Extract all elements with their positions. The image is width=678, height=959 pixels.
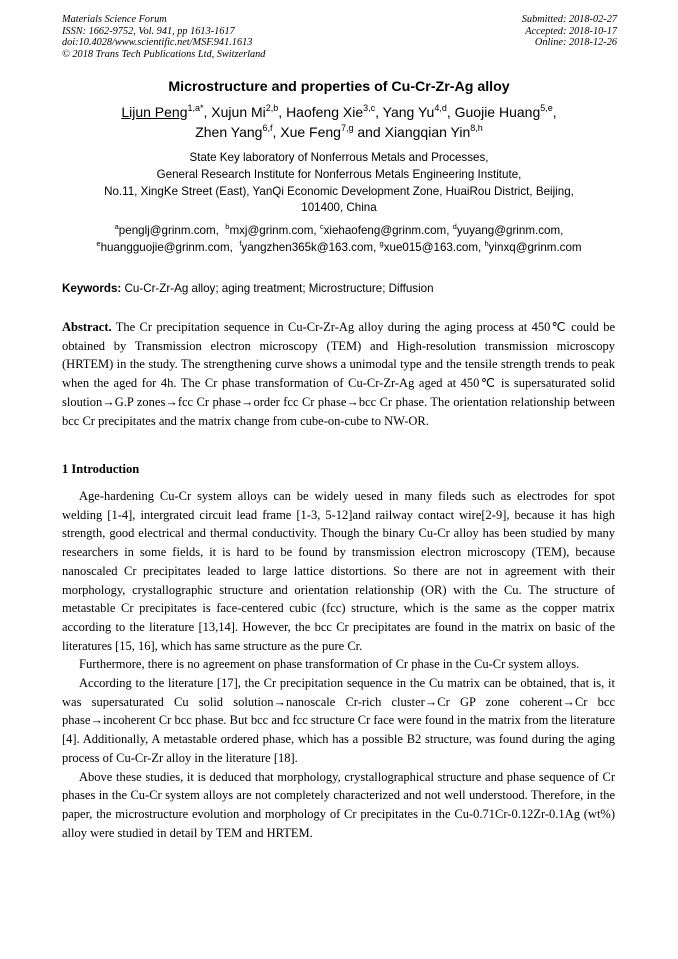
author-sup: 5,e [540,103,553,113]
author-name: Xue Feng [280,124,341,140]
keywords [62,282,617,295]
paper-title: Microstructure and properties of Cu-Cr-Zr-Ag alloy [168,79,510,95]
author-sup: 6,f [262,123,273,133]
journal-issn: ISSN: 1662-9752, Vol. 941, pp 1613-1617 [62,25,235,37]
keywords-text: Cu-Cr-Zr-Ag alloy; aging treatment; Microstructure; Diffusion [124,282,434,295]
author-name: Guojie Huang [454,104,541,120]
submitted-date: Submitted: 2018-02-27 [521,14,617,25]
journal-name: Materials Science Forum [62,14,167,25]
author-sup: 1,a* [187,103,204,113]
author-sup: 4,d [434,103,447,113]
email-link[interactable]: huangguojie@grinm.com [100,241,230,254]
author-name: Lijun Peng [121,104,188,120]
abstract [62,318,615,430]
email-line-1: $^a$penglj@grinm.com, $^b$mxj@grinm.com, $^c$xiehaofeng@grinm.com, $^d$yuyang@grinm.com, [114,222,564,237]
email-link[interactable]: mxj@grinm.com [229,224,314,237]
author-emails [0,222,678,256]
email-link[interactable]: yinxq@grinm.com [488,241,582,254]
paragraph: According to the literature [17], the Cr precipitation sequence in the Cu matrix can be obtained, that is, it was supersaturated Cu solid solution→nanoscale Cr-rich cluster→Cr GP zone coherent→Cr bcc phase→incoherent Cr bcc phase. But bcc and fcc structure Cr face were found in the matrix from the literature [4]. Additionally, A metastable ordered phase, which has a possible B2 structure, was found during the aging process of Cu-Cr-Zr alloy in the literature [18]. [62,676,615,765]
author-list [0,102,678,142]
author-sup: 8,h [470,123,483,133]
journal-doi: doi:10.4028/www.scientific.net/MSF.941.1613 [62,37,253,49]
email-link[interactable]: penglj@grinm.com [118,224,216,237]
author-line-2: Zhen Yang$^{6,f}$, Xue Feng$^{7,g}$ and Xiangqian Yin$^{8,h}$ [195,123,483,140]
author-name: Xujun Mi [211,104,266,120]
email-link[interactable]: xiehaofeng@grinm.com [323,224,447,237]
introduction-body [62,487,615,842]
author-sup: 7,g [340,123,354,133]
accepted-date: Accepted: 2018-10-17 [525,25,617,37]
email-link[interactable]: yuyang@grinm.com [456,224,561,237]
author-name: Haofeng Xie [286,104,364,120]
author-name: Zhen Yang [195,124,263,140]
email-line-2: $^e$huangguojie@grinm.com, $^f$yangzhen365k@163.com, $^g$xue015@163.com, $^h$yinxq@grinm.com [96,239,582,254]
section-heading: 1 Introduction [62,462,140,476]
author-sup: 2,b [265,103,279,113]
abstract-label: Abstract. [62,320,112,334]
email-link[interactable]: yangzhen365k@163.com [241,241,374,254]
author-line-1: Lijun Peng$^{1,a*}$, Xujun Mi$^{2,b}$, Haofeng Xie$^{3,c}$, Yang Yu$^{4,d}$, Guojie Huang$^{5,e}$, [121,103,557,120]
paragraph: Age-hardening Cu-Cr system alloys can be widely uesed in many fileds such as electrodes for spot welding [1-4], intergrated circuit lead frame [1-3, 5-12]and railway contact wire[2-9], because it has high strength, good electrical and thermal conductivity. Though the binary Cu-Cr alloy has been studied by many researchers in some fields, it is hard to be found by transmission electron microscopy (TEM), because nanoscaled Cr precipitates leaded to large lattice distortions. So there are not in agreement with their morphology, crystallographic structure and orientation relationship (OR) with the Cu. The structure of metastable Cr precipitates is face-centered cubic (fcc) structure, which is the same as the copper matrix according to the literature [13,14]. However, the bcc Cr precipitates are found in the matrix on basic of the literatures [15, 16], which has same structure as the pure Cr. [62,489,615,653]
paragraph: Above these studies, it is deduced that morphology, crystallographical structure and phase sequence of Cr phases in the Cu-Cr system alloys are not completely characterized and not well understood. Therefore, in the paper, the microstructure evolution and morphology of Cr precipitates in the Cu-0.71Cr-0.12Zr-0.1Ag (wt%) alloy were studied in detail by TEM and HRTEM. [62,769,615,840]
author-name: Xiangqian Yin [384,124,471,140]
email-link[interactable]: xue015@163.com [383,241,478,254]
submission-dates [522,14,617,49]
author-name: Yang Yu [382,104,435,120]
keywords-label: Keywords: [62,282,122,295]
paragraph: Furthermore, there is no agreement on phase transformation of Cr phase in the Cu-Cr system alloys. [79,657,580,672]
abstract-text: The Cr precipitation sequence in Cu-Cr-Zr-Ag alloy during the aging process at 450℃ could be obtained by Transmission electron microscopy (TEM) and High-resolution transmission microscopy (HRTEM) in the study. The strengthening curve shows a unimodal type and the tensile strength trends to peak when the aged for 4h. The Cr phase transformation of Cu-Cr-Zr-Ag aged at 450℃ is supersaturated solid sloution→G.P zones→fcc Cr phase→order fcc Cr phase→bcc Cr phase. The orientation relationship between bcc Cr precipitates and the matrix change from cube-on-cube to NW-OR. [62,320,615,428]
journal-info [62,14,265,60]
online-date: Online: 2018-12-26 [534,37,617,49]
journal-copyright: © 2018 Trans Tech Publications Ltd, Switzerland [62,48,266,60]
affiliation: State Key laboratory of Nonferrous Metals and Processes, General Research Institute for Nonferrous Metals Engineering Institute, No.11, XingKe Street (East), YanQi Economic Development Zone, HuaiRou District, Beijing, 101400, China [104,151,574,215]
author-sup: 3,c [363,103,376,113]
